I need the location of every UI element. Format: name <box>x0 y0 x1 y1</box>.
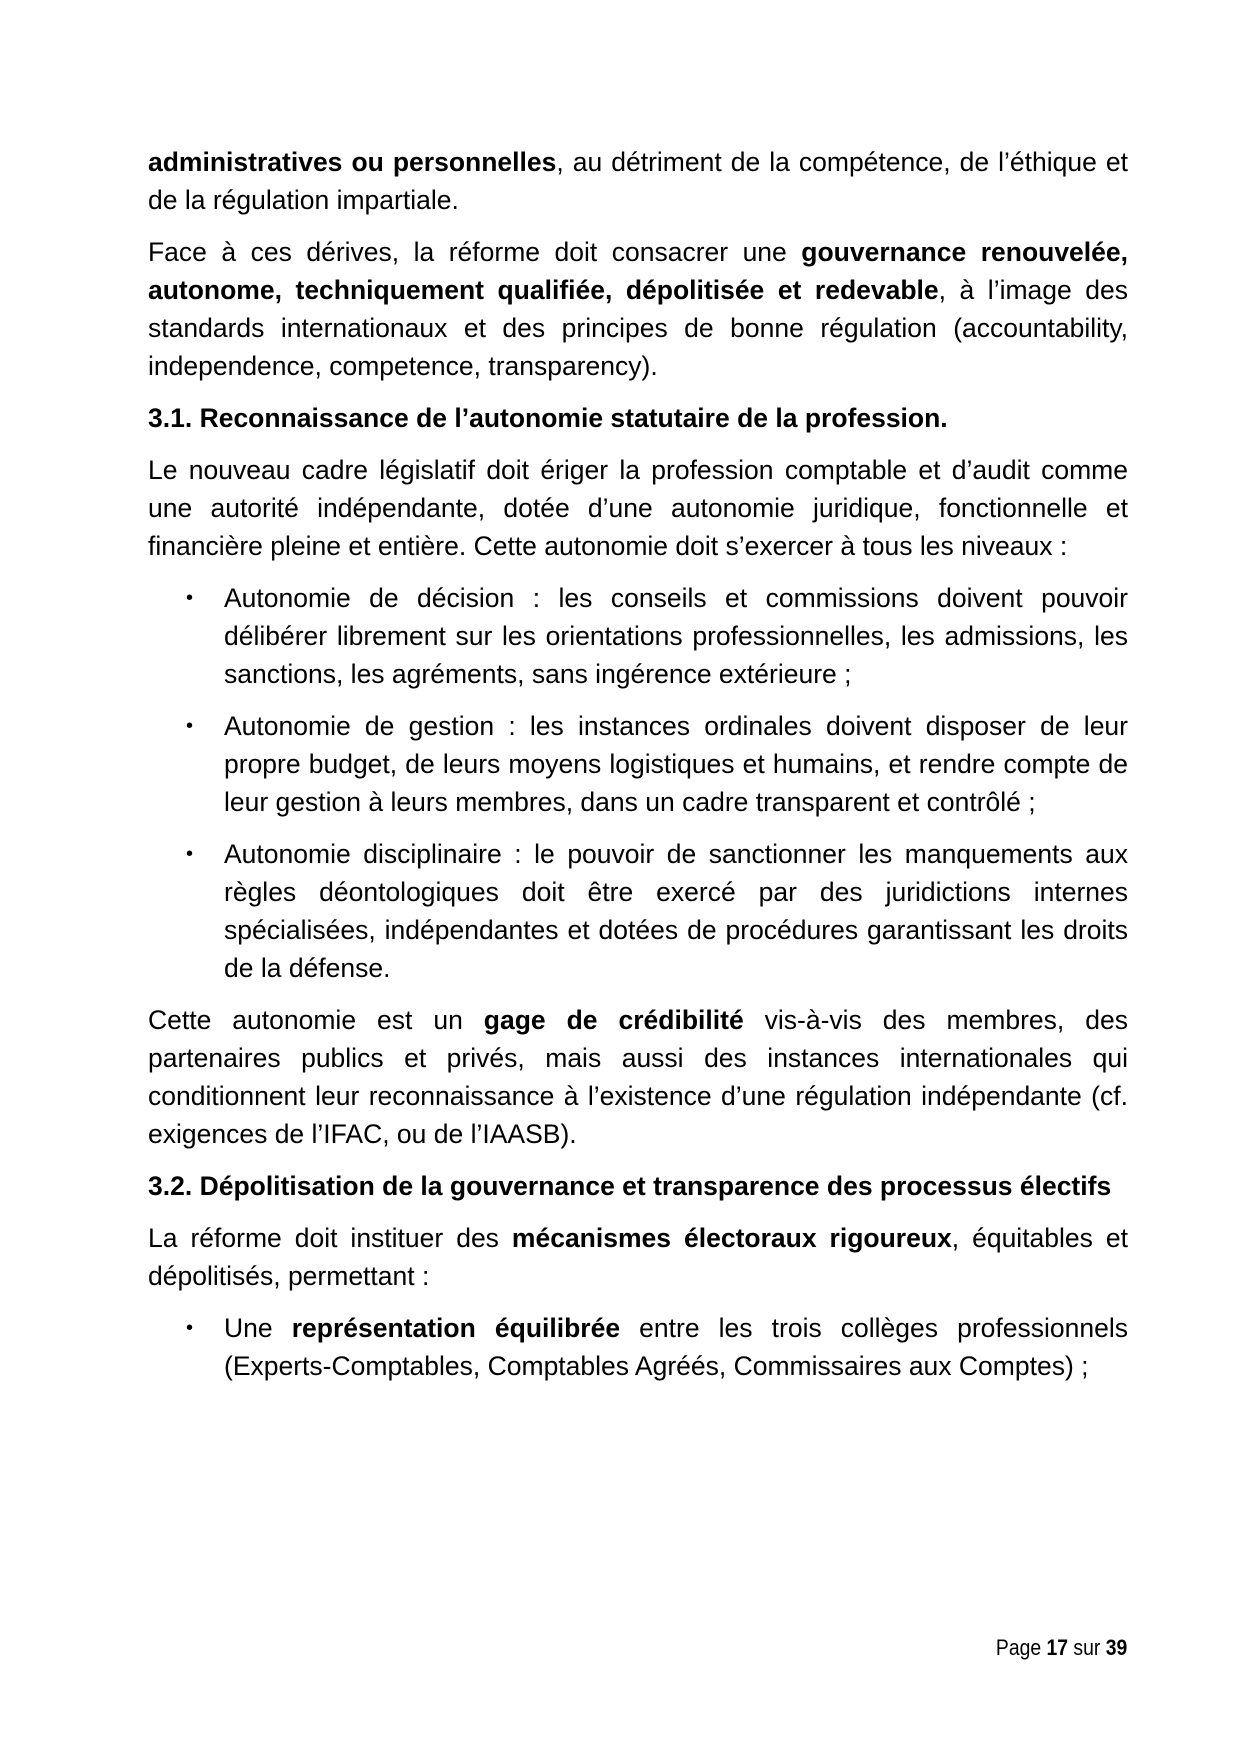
paragraph-autonomy: Le nouveau cadre législatif doit ériger la profession comptable et d’audit comme une autorité indépendante, dotée d’une autonomie juridique, fonctionnelle et financière pleine et entière. Cette autonomie doit s’exercer à tous les niveaux : <box>148 455 1128 561</box>
bullet-icon: • <box>186 715 194 737</box>
bullet-icon: • <box>186 587 194 609</box>
total-pages-number: 39 <box>1105 1635 1127 1660</box>
current-page-number: 17 <box>1046 1635 1068 1660</box>
page-number-footer <box>996 1635 1127 1661</box>
list-item-text: Autonomie de gestion : les instances ordinales doivent disposer de leur propre budget, de leurs moyens logistiques et humains, et rendre compte de leur gestion à leurs membres, dans un cadre transparent et contrôlé ; <box>224 711 1128 817</box>
list-item-text: Autonomie de décision : les conseils et commissions doivent pouvoir délibérer librement sur les orientations professionnelles, les admissions, les sanctions, les agréments, sans ingérence extérieure ; <box>224 583 1128 689</box>
paragraph-electoral <box>148 1219 1128 1295</box>
list-item <box>148 1309 1128 1385</box>
paragraph-text: Cette autonomie est un <box>148 1005 484 1035</box>
paragraph-credibility <box>148 1001 1128 1153</box>
section-heading-3-2: 3.2. Dépolitisation de la gouvernance et transparence des processus électifs <box>148 1171 1112 1201</box>
list-item <box>148 707 1128 821</box>
page-label: Page <box>995 1635 1047 1660</box>
list-item-text: Une <box>224 1313 292 1343</box>
paragraph-text: , équitables et dépolitisés, permettant : <box>148 1223 1128 1291</box>
page-of-label: sur <box>1067 1635 1106 1660</box>
list-item <box>148 579 1128 693</box>
section-heading-3-1: 3.1. Reconnaissance de l’autonomie statutaire de la profession. <box>148 403 948 433</box>
bold-phrase: administratives ou personnelles <box>148 147 557 177</box>
document-body <box>148 143 1128 1399</box>
paragraph-text: , au détriment de la compétence, de l’éthique et de la régulation impartiale. <box>148 147 1128 215</box>
bold-phrase: mécanismes électoraux rigoureux <box>511 1223 952 1253</box>
paragraph-intro-continuation <box>148 143 1128 219</box>
bold-phrase: gage de crédibilité <box>483 1005 744 1035</box>
paragraph-governance <box>148 233 1128 385</box>
autonomy-list <box>148 579 1128 987</box>
bullet-icon: • <box>186 1317 194 1339</box>
list-item-text: entre les trois collèges professionnels (Experts-Comptables, Comptables Agréés, Commissaires aux Comptes) ; <box>224 1313 1128 1381</box>
paragraph-text: vis-à-vis des membres, des partenaires publics et privés, mais aussi des instances internationales qui conditionnent leur reconnaissance à l’existence d’une régulation indépendante (cf. exigences de l’IFAC, ou de l’IAASB). <box>148 1005 1128 1149</box>
electoral-list <box>148 1309 1128 1385</box>
paragraph-text: La réforme doit instituer des <box>148 1223 512 1253</box>
paragraph-text: Face à ces dérives, la réforme doit consacrer une <box>148 237 802 267</box>
bold-phrase: gouvernance renouvelée, autonome, techniquement qualifiée, dépolitisée et redevable <box>148 237 1128 305</box>
list-item <box>148 835 1128 987</box>
bold-phrase: représentation équilibrée <box>291 1313 621 1343</box>
bullet-icon: • <box>186 843 194 865</box>
list-item-text: Autonomie disciplinaire : le pouvoir de sanctionner les manquements aux règles déontologiques doit être exercé par des juridictions internes spécialisées, indépendantes et dotées de procédures garantissant les droits de la défense. <box>224 839 1128 983</box>
paragraph-text: , à l’image des standards internationaux et des principes de bonne régulation (accountability, independence, competence, transparency). <box>148 275 1129 381</box>
